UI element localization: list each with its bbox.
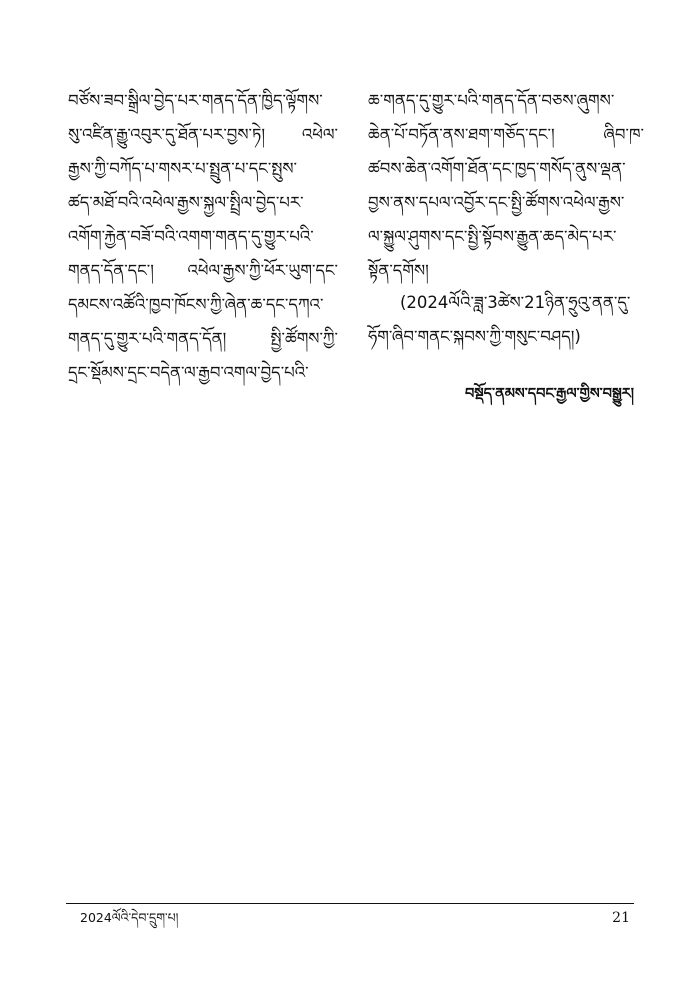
date-note-line: ཧོག་ཞིབ་གནང་སྐབས་ཀྱི་གསུང་བཤད།) (368, 327, 581, 346)
right-column (368, 84, 644, 288)
left-column-line: འགོག་རྐྱེན་བཟོ་བའི་འགག་གནད་དུ་གྱུར་པའི་ (68, 227, 314, 246)
left-column-line: ཚད་མཐོ་བའི་འཕེལ་རྒྱས་སྐྱལ་སྤྲིལ་བྱེད་པར་ (68, 193, 304, 212)
translator-signature: བསྡོད་ནམས་དབང་རྒྱལ་གྱིས་བསྒྱུར། (464, 386, 634, 402)
left-column-line: རྒྱས་ཀྱི་བཀོད་པ་གསར་པ་སྤྲུན་པ་དང་སྤུས་ (68, 159, 298, 178)
right-column-line: ལ་སྐྱུལ་ཤུགས་དང་སྤྱི་སྟོབས་རྒྱུན་ཆད་མེད་པར་ (368, 227, 617, 246)
left-column-line: དམངས་འཚོའི་ཁྱབ་ཁོངས་ཀྱི་ཞེན་ཆ་དང་དཀའ་ (68, 295, 324, 314)
footer-issue-label: 2024ལོའི་དེབ་དྲུག་པ། (80, 910, 179, 925)
right-column-line: ཆ་གནད་དུ་གྱུར་པའི་གནད་དོན་བཅས་ཞུགས་ (368, 91, 615, 110)
date-note (368, 286, 644, 354)
left-column-line: བཙོས་ཟབ་སྒྲིལ་བྱེད་པར་གནད་དོན་ཁྱིད་ལྟོགས་ (68, 91, 323, 110)
right-column-line: ཚབས་ཆེན་འགོག་ཐོན་དང་ཁྱད་གསོད་ནུས་ལྡན་ (368, 159, 626, 178)
page-number: 21 (612, 910, 630, 926)
date-note-line: (2024ལོའི་ཟླ་3ཚེས་21ཉིན་ཧྲུའུ་ནན་དུ་ (400, 293, 631, 312)
right-column-line: ཆེན་པོ་བཏོན་ནས་ཐག་གཅོད་དང་། ཞིབ་ཁ་ (368, 125, 644, 144)
right-column-line: སྟོན་དགོས། (368, 261, 429, 280)
left-column-line: གནད་དུ་གྱུར་པའི་གནད་དོན། སྤྱི་ཚོགས་ཀྱི་ (68, 329, 338, 348)
left-column (68, 84, 338, 390)
footer-divider (66, 903, 634, 904)
left-column-line: སུ་འཛིན་རྒྱུ་འབུར་དུ་ཐོན་པར་བྱས་ཏེ། འཕེལ་ (68, 125, 338, 144)
left-column-line: དྲང་སྡོམས་དྲང་བདེན་ལ་རྒྱབ་འགལ་བྱེད་པའི་ (68, 363, 309, 382)
right-column-line: བྱས་ནས་དཔལ་འབྱོར་དང་སྤྱི་ཚོགས་འཕེལ་རྒྱས་ (368, 193, 625, 212)
left-column-line: གནད་དོན་དང་། འཕེལ་རྒྱས་ཀྱི་ཕོར་ཡུག་དང་ (68, 261, 338, 280)
